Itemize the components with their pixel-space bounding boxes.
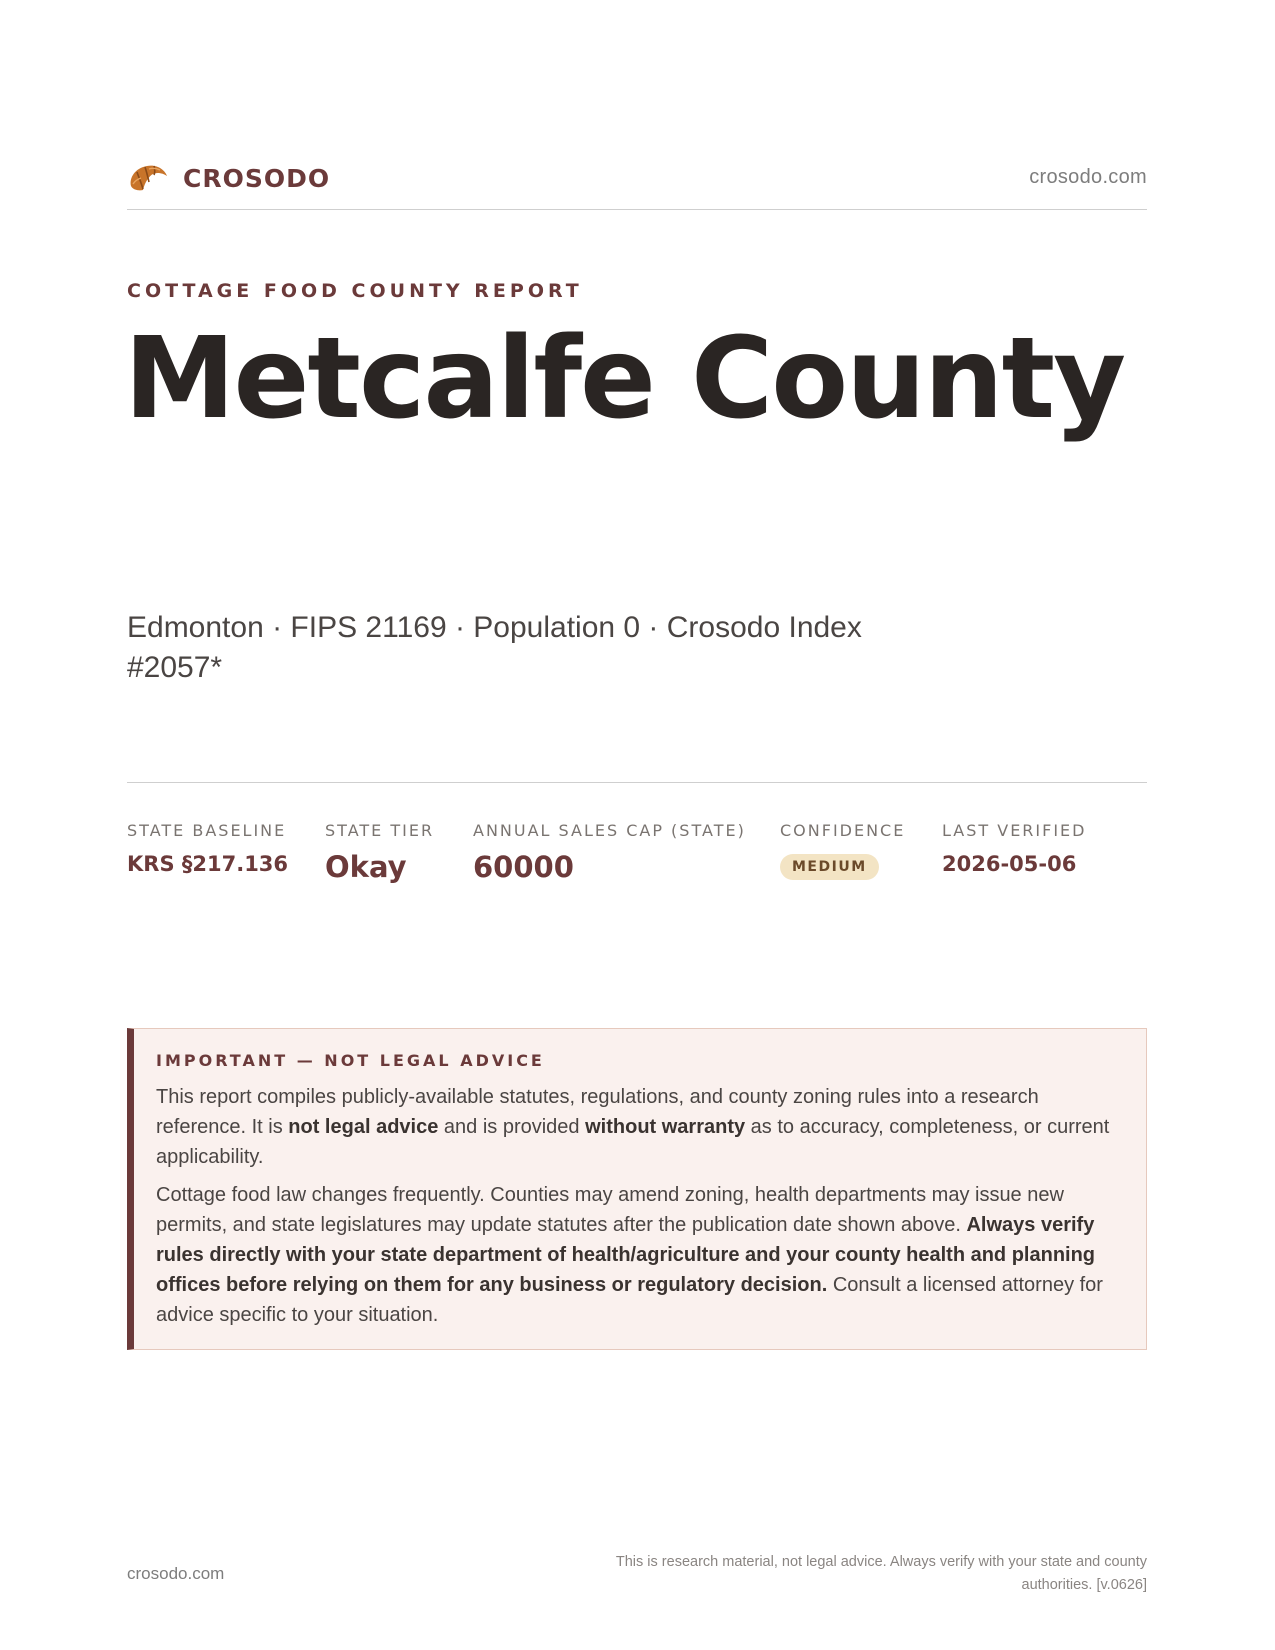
stat-confidence	[780, 821, 905, 880]
stat-label: STATE BASELINE	[127, 821, 287, 840]
stat-value: 60000	[473, 850, 574, 884]
stat-value: 2026-05-06	[942, 852, 1077, 876]
stat-label: CONFIDENCE	[780, 821, 906, 840]
confidence-badge: MEDIUM	[780, 854, 879, 880]
disclaimer-text: and is provided	[438, 1116, 586, 1138]
footer-note: This is research material, not legal advice. Always verify with your state and county authorities. [v.0626]	[615, 1554, 1147, 1593]
report-eyebrow: COTTAGE FOOD COUNTY REPORT	[127, 280, 583, 302]
disclaimer-text: Cottage food law changes frequently. Counties may amend zoning, health departments may issue new permits, and state legislatures may update statutes after the publication date shown above.	[156, 1184, 1064, 1236]
footer-domain-link[interactable]: crosodo.com	[127, 1564, 225, 1583]
stats-row	[127, 782, 1147, 884]
stat-label: LAST VERIFIED	[942, 821, 1087, 840]
stat-annual-sales-cap	[473, 821, 746, 884]
disclaimer-emphasis: without warranty	[585, 1116, 746, 1138]
stat-state-baseline	[127, 821, 288, 876]
brand-name: CROSODO	[183, 163, 331, 193]
brand[interactable]	[127, 160, 330, 196]
disclaimer-title: IMPORTANT — NOT LEGAL ADVICE	[156, 1051, 545, 1070]
stat-value: Okay	[325, 850, 407, 884]
county-subtitle: Edmonton · FIPS 21169 · Population 0 · Crosodo Index #2057*	[127, 611, 862, 684]
disclaimer-text: This report compiles publicly-available statutes, regulations, and county zoning rules into a research reference. It is	[156, 1086, 1039, 1138]
disclaimer-emphasis: Always verify rules directly with your state department of health/agriculture and your county health and planning offices before relying on them for any business or regulatory decision.	[156, 1214, 1096, 1296]
disclaimer-emphasis: not legal advice	[288, 1116, 439, 1138]
stat-state-tier	[325, 821, 434, 884]
stat-value: KRS §217.136	[127, 852, 289, 876]
legal-disclaimer-box	[127, 1028, 1147, 1350]
stat-label: STATE TIER	[325, 821, 435, 840]
page-header	[127, 158, 1147, 210]
county-title: Metcalfe County	[124, 314, 1125, 444]
disclaimer-text: as to accuracy, completeness, or current applicability.	[156, 1116, 1110, 1168]
croissant-icon	[127, 160, 169, 196]
disclaimer-text: Consult a licensed attorney for advice specific to your situation.	[156, 1274, 1103, 1326]
stat-label: ANNUAL SALES CAP (STATE)	[473, 821, 746, 840]
header-domain-link[interactable]: crosodo.com	[1029, 166, 1147, 188]
disclaimer-paragraph	[156, 1082, 1120, 1172]
stat-last-verified	[942, 821, 1086, 876]
disclaimer-paragraph	[156, 1180, 1120, 1330]
